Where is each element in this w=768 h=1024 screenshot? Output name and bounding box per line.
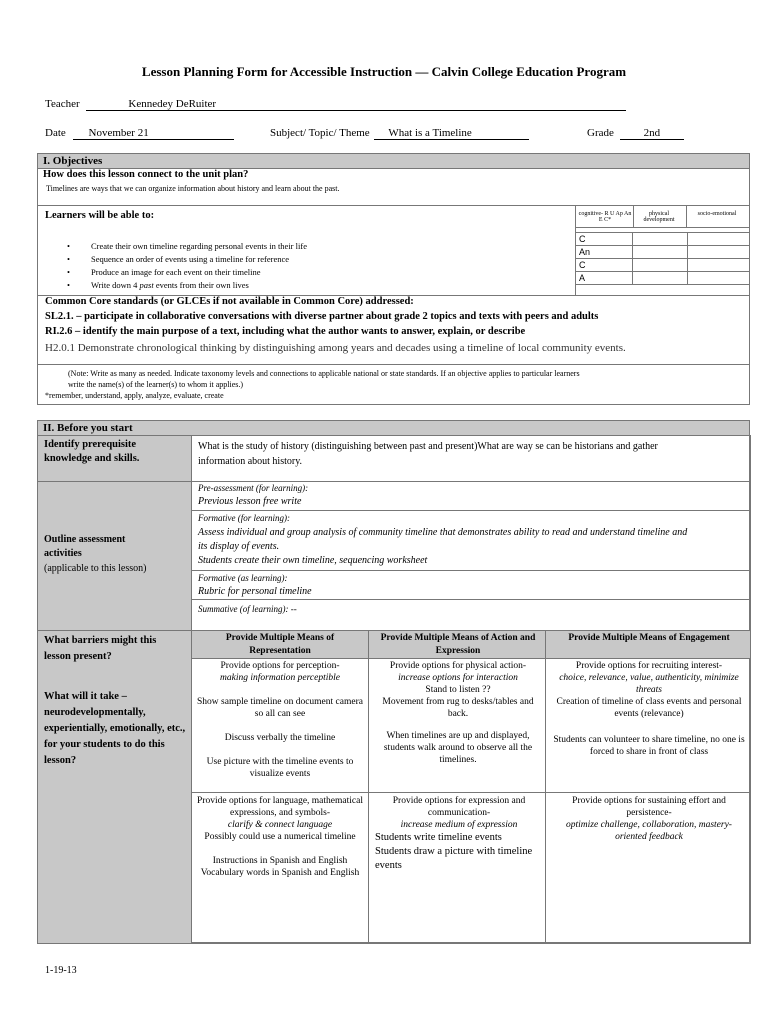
udl-r1c1-b: making information perceptible [220, 673, 340, 683]
prereq-cell [37, 435, 192, 482]
teacher-value: Kennedey DeRuiter [86, 98, 626, 111]
assessment-label: Outline assessment activities [44, 534, 126, 559]
formative-as-label: Formative (as learning): [198, 573, 288, 583]
udl-r1c3-d: Students can volunteer to share timeline, no one is forced to share in front of class [553, 735, 745, 757]
code-cell: A [576, 272, 633, 285]
date-value: November 21 [73, 127, 234, 140]
taxonomy-footnote: *remember, understand, apply, analyze, evaluate, create [45, 391, 224, 400]
udl-r2c2-d: Students draw a picture with timeline events [375, 846, 533, 871]
udl-r2c3-a: Provide options for sustaining effort and persistence- [572, 796, 726, 818]
udl-col-head-2: Provide Multiple Means of Action and Expression [368, 630, 546, 659]
objectives-heading: I. Objectives [38, 154, 749, 169]
formative-as-text: Rubric for personal timeline [198, 586, 312, 597]
standard-h2: H2.0.1 Demonstrate chronological thinking by distinguishing among years and decades using a timeline of local community events. [45, 342, 626, 354]
standard-ri: RI.2.6 – identify the main purpose of a text, including what the author wants to answer, explain, or describe [45, 326, 526, 337]
summative-cell [191, 599, 751, 631]
udl-r1c3-c: Creation of timeline of class events and personal events (relevance) [556, 697, 742, 719]
udl-r1c1-c: Show sample timeline on document camera so all can see [197, 697, 363, 719]
subject-row [270, 127, 529, 140]
formative-for-text-2: Students create their own timeline, sequencing worksheet [198, 555, 428, 566]
formative-for-label: Formative (for learning): [198, 513, 290, 523]
udl-r1c2-d: Movement from rug to desks/tables and back. [382, 697, 534, 719]
teacher-row [45, 98, 626, 111]
prereq-text: What is the study of history (distinguishing between past and present)What are way se can be historians and gather information about history. [198, 441, 658, 467]
udl-r1c2-e: When timelines are up and displayed, students walk around to observe all the timelines. [383, 731, 533, 765]
udl-r2c2-b: increase medium of expression [400, 820, 518, 830]
formative-as-cell [191, 570, 751, 600]
list-item: • Create their own timeline regarding personal events in their life [67, 240, 307, 253]
prereq-text-cell [191, 435, 751, 482]
grade-label: Grade [587, 127, 614, 139]
pre-assessment-text: Previous lesson free write [198, 496, 302, 507]
udl-col-head-1: Provide Multiple Means of Representation [191, 630, 369, 659]
connect-answer: Timelines are ways that we can organize information about history and learn about the past. [46, 184, 340, 193]
summative-label: Summative (of learning): [198, 604, 289, 614]
col-physical: physical development [643, 211, 675, 223]
standard-sl: SL2.1. – participate in collaborative conversations with diverse partner about grade 2 topics and texts with peers and adults [45, 311, 599, 322]
objectives-section [37, 153, 750, 405]
subject-label: Subject/ Topic/ Theme [270, 127, 370, 139]
udl-r1c2-b: increase options for interaction [398, 673, 518, 683]
udl-r1c2-c: Stand to listen ?? [425, 685, 491, 695]
objective-list [67, 240, 307, 292]
udl-r1c3 [545, 658, 751, 793]
date-row [45, 127, 234, 140]
udl-r1c1-e: Use picture with the timeline events to visualize events [206, 757, 354, 779]
udl-col-head-3: Provide Multiple Means of Engagement [545, 630, 751, 659]
objective-codes-grid [575, 232, 750, 285]
udl-r2c1 [191, 792, 369, 944]
udl-r1c2 [368, 658, 546, 793]
barriers-question: What barriers might this lesson present? [44, 635, 157, 662]
cc-label: Common Core standards (or GLCEs if not available in Common Core) addressed: [45, 296, 414, 307]
pre-assessment-label: Pre-assessment (for learning): [198, 483, 309, 493]
assessment-sub: (applicable to this lesson) [44, 563, 147, 574]
form-title: Lesson Planning Form for Accessible Instruction — Calvin College Education Program [141, 64, 627, 79]
code-cell: An [576, 246, 633, 259]
note-line-1: (Note: Write as many as needed. Indicate taxonomy levels and connections to applicable national or state standards. If an objective applies to particular learners [68, 369, 580, 378]
udl-r1c3-b: choice, relevance, value, authenticity, minimize threats [559, 673, 739, 695]
before-heading: II. Before you start [38, 421, 749, 436]
udl-r2c3 [545, 792, 751, 944]
list-item: • Write down 4 past events from their own lives [67, 279, 307, 292]
udl-r2c1-c: Possibly could use a numerical timeline [204, 832, 356, 842]
summative-text: -- [290, 604, 297, 614]
subject-value: What is a Timeline [374, 127, 529, 140]
connect-question: How does this lesson connect to the unit plan? [43, 169, 249, 180]
udl-r2c1-b: clarify & connect language [227, 820, 333, 830]
assessment-cell [37, 481, 192, 631]
code-cell: C [576, 233, 633, 246]
code-cell: C [576, 259, 633, 272]
udl-r1c1 [191, 658, 369, 793]
udl-r1c1-d: Discuss verbally the timeline [224, 733, 336, 743]
udl-r2c2-c: Students write timeline events [375, 832, 502, 843]
udl-r2c1-d: Instructions in Spanish and English Vocabulary words in Spanish and English [200, 856, 360, 878]
udl-r1c1-a: Provide options for perception- [220, 661, 340, 671]
date-label: Date [45, 127, 66, 139]
udl-r1c2-a: Provide options for physical action- [389, 661, 527, 671]
grade-value: 2nd [620, 127, 684, 140]
udl-r2c2-a: Provide options for expression and communication- [392, 796, 526, 818]
formative-for-cell [191, 510, 751, 571]
udl-r2c3-b: optimize challenge, collaboration, mastery-oriented feedback [566, 820, 732, 842]
list-item: • Sequence an order of events using a timeline for reference [67, 253, 307, 266]
barriers-cell [37, 630, 192, 944]
teacher-label: Teacher [45, 98, 80, 110]
take-question: What will it take – neurodevelopmentally, experientially, emotionally, etc., for your students to do this lesson? [44, 691, 186, 766]
udl-r1c3-a: Provide options for recruiting interest- [575, 661, 723, 671]
footer-date: 1-19-13 [45, 965, 77, 976]
grade-row [587, 127, 684, 140]
learners-label: Learners will be able to: [45, 210, 155, 221]
before-section [37, 420, 750, 943]
prereq-label: Identify prerequisite knowledge and skills. [44, 439, 140, 464]
list-item: • Produce an image for each event on their timeline [67, 266, 307, 279]
pre-assessment-cell [191, 481, 751, 511]
udl-r2c1-a: Provide options for language, mathematical expressions, and symbols- [197, 796, 363, 818]
formative-for-text: Assess individual and group analysis of community timeline that demonstrates ability to read and understand timeline and its display of events. [198, 527, 688, 552]
udl-r2c2 [368, 792, 546, 944]
col-cognitive: cognitive- R U Ap An E C* [578, 211, 632, 223]
note-line-2: write the name(s) of the learner(s) to whom it applies.) [68, 380, 244, 389]
col-socio: socio-emotional [697, 211, 737, 217]
